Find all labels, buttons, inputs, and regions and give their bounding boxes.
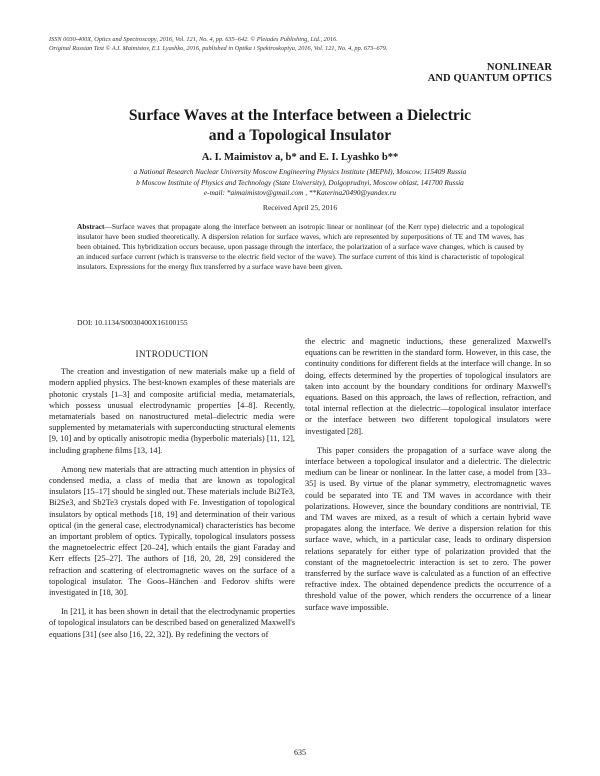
paper-title (40, 106, 560, 146)
left-column (49, 336, 295, 640)
affiliation-b: b Moscow Institute of Physics and Technology (State University), Dolgoprudnyi, Moscow oblast, 141700 Russia (136, 177, 464, 187)
abstract-label: Abstract (77, 222, 105, 231)
intro-paragraph-2: Among new materials that are attracting much attention in physics of condensed media, a class of media that are known as topological insulators [15–17] should be singled out. These materials include Bi2Te3, Bi2Se3, and Sb2Te3 crystals doped with Fe. Investigation of topological insulators by optical methods [18, 19] and determination of their various optical (in the general case, electrodynamical) characteristics has become an important problem of optics. Typically, topological insulators possess the magnetoelectric effect [20–24], which entails the giant Faraday and Kerr effects [25–27]. The authors of [18, 20, 28, 29] considered the refraction and scattering of electromagnetic waves on the surface of a topological insulator. The Goos–Hänchen and Fedorov shifts were investigated in [18, 30]. (49, 464, 295, 598)
doi: DOI: 10.1134/S0030400X16100155 (77, 318, 188, 327)
intro-paragraph-4: This paper considers the propagation of a surface wave along the interface between a topological insulator and a dielectric. The dielectric medium can be linear or nonlinear. In the latter case, a model from [33–35] is used. By virtue of the planar symmetry, electromagnetic waves could be separated into TE and TM waves in accordance with their polarizations. However, since the boundary conditions are nontrivial, TE and TM waves are mixed, as a result of which a certain hybrid wave propagates along the interface. We derive a dispersion relation for this surface wave, which, in a particular case, leads to ordinary dispersion relations separately for either type of polarization provided that the constant of the magnetoelectric interaction is set to zero. The power transferred by the surface wave is calculated as a function of an effective refractive index. The obtained dependence predicts the occurrence of a threshold value of the power, which renders the occurrence of a linear surface wave impossible. (305, 445, 551, 612)
received-date: Received April 25, 2016 (262, 203, 338, 212)
author-emails: e-mail: *aimaimistov@gmail.com , **Katerina20490@yandex.ru (203, 188, 397, 197)
right-column (305, 336, 551, 613)
abstract-text: —Surface waves that propagate along the interface between an isotropic linear or nonlinear (of the Kerr type) dielectric and a topological insulator have been studied theoretically. A dispersion relation for surface waves, which are represented by superpositions of TE and TM waves, has been obtained. This hybridization occurs because, upon passage through the interface, the polarization of a surface wave changes, which is caused by an induced surface current (which is transverse to the electric field vector of the wave). The surface current of this kind is characteristic of topological insulators. Expressions for the energy flux transferred by a surface wave have been given. (77, 222, 524, 271)
abstract (77, 222, 524, 272)
section-label (428, 62, 552, 84)
page-number: 635 (294, 748, 306, 757)
authors: A. I. Maimistov a, b* and E. I. Lyashko b** (201, 152, 399, 163)
affiliations (30, 167, 570, 199)
intro-paragraph-3: In [21], it has been shown in detail that the electrodynamic properties of topological insulators can be described based on generalized Maxwell's equations [31] (see also [16, 22, 32]). By redefining the vectors of (49, 607, 295, 639)
section-label-line-1: NONLINEAR (486, 62, 552, 73)
journal-header (49, 35, 549, 53)
introduction-heading: INTRODUCTION (135, 349, 209, 359)
section-label-line-2: AND QUANTUM OPTICS (427, 73, 552, 84)
paper-title-line-1: Surface Waves at the Interface between a Dielectric (128, 107, 472, 124)
intro-paragraph-continued: the electric and magnetic inductions, these generalized Maxwell's equations can be rewritten in the standard form. However, in this case, the continuity conditions for different fields at the interface will change. In so doing, effects determined by the properties of topological insulators are taken into account by the boundary conditions for ordinary Maxwell's equations. Based on this approach, the laws of reflection, refraction, and total internal reflection at the dielectric—topological insulator interface or the interface between two different topological insulators were investigated [28]. (305, 337, 551, 436)
paper-title-line-2: and a Topological Insulator (208, 127, 392, 144)
affiliation-a: a National Research Nuclear University Moscow Engineering Physics Institute (MEPhI), Moscow, 115409 Russia (133, 167, 467, 176)
intro-paragraph-1: The creation and investigation of new materials make up a field of modern applied physics. The best-known examples of these materials are photonic crystals [1–3] and composite artificial media, metamaterials, which possess unusual electrodynamic properties [4–8]. Recently, metamaterials based on nanostructured metal–dielectric media were supplemented by metamaterials with superconducting structural elements [9, 10] and by optically anisotropic media (hyperbolic materials) [11, 12], including graphene films [13, 14]. (49, 367, 295, 455)
journal-header-line-2: Original Russian Text © A.I. Maimistov, E.I. Lyashko, 2016, published in Optika i Spektroskopiya, 2016, Vol. 121, No. 4, pp. 673–679. (49, 45, 388, 52)
journal-header-line-1: ISSN 0030-400X, Optics and Spectroscopy, 2016, Vol. 121, No. 4, pp. 635–642. © Pleiades Publishing, Ltd., 2016. (49, 36, 338, 43)
